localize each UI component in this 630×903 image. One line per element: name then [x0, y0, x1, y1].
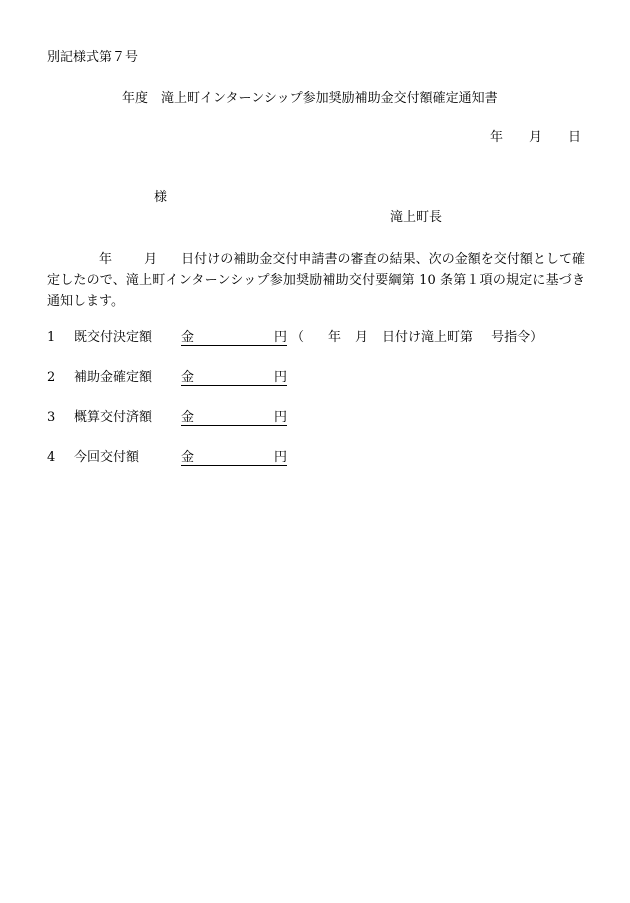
item-label: 今回交付額	[74, 450, 140, 465]
amount-prefix: 金	[181, 330, 195, 345]
issue-date	[490, 130, 581, 146]
item-row-2	[47, 370, 287, 386]
reference-note	[291, 330, 543, 345]
note-open: （	[291, 330, 305, 345]
document-title: 年度 滝上町インターンシップ参加奨励補助金交付額確定通知書	[122, 91, 498, 106]
amount-field	[181, 410, 287, 426]
note-month: 月	[355, 330, 369, 345]
date-year: 年	[490, 130, 504, 145]
body-date-month: 月	[144, 252, 158, 267]
amount-field	[181, 370, 287, 386]
amount-prefix: 金	[181, 410, 195, 425]
amount-prefix: 金	[181, 450, 195, 465]
amount-unit: 円	[273, 450, 287, 465]
note-suffix: 日付け滝上町第	[382, 330, 474, 345]
amount-unit: 円	[273, 370, 287, 385]
addressee-suffix: 様	[154, 190, 168, 205]
amount-field	[181, 450, 287, 466]
note-end: 号指令）	[491, 330, 544, 345]
amount-prefix: 金	[181, 370, 195, 385]
note-year: 年	[328, 330, 342, 345]
form-number: 別記様式第７号	[47, 50, 139, 65]
item-row-4	[47, 450, 287, 466]
date-month: 月	[529, 130, 543, 145]
item-label: 概算交付済額	[74, 410, 153, 425]
notice-body	[47, 249, 585, 312]
item-number: 4	[47, 450, 56, 465]
item-number: 1	[47, 330, 56, 345]
item-label: 既交付決定額	[74, 330, 153, 345]
item-label: 補助金確定額	[74, 370, 153, 385]
amount-unit: 円	[273, 330, 287, 345]
item-row-3	[47, 410, 287, 426]
item-number: 3	[47, 410, 56, 425]
body-text: 日付けの補助金交付申請書の審査の結果、次の金額を交付額として確定したので、滝上町インターンシップ参加奨励補助交付要綱第 10 条第１項の規定に基づき通知します。	[47, 252, 585, 309]
item-row-1	[47, 330, 543, 346]
amount-field	[181, 330, 287, 346]
item-number: 2	[47, 370, 56, 385]
amount-unit: 円	[273, 410, 287, 425]
issuer-name: 滝上町長	[390, 210, 443, 225]
body-date-year: 年	[99, 252, 113, 267]
date-day: 日	[568, 130, 582, 145]
